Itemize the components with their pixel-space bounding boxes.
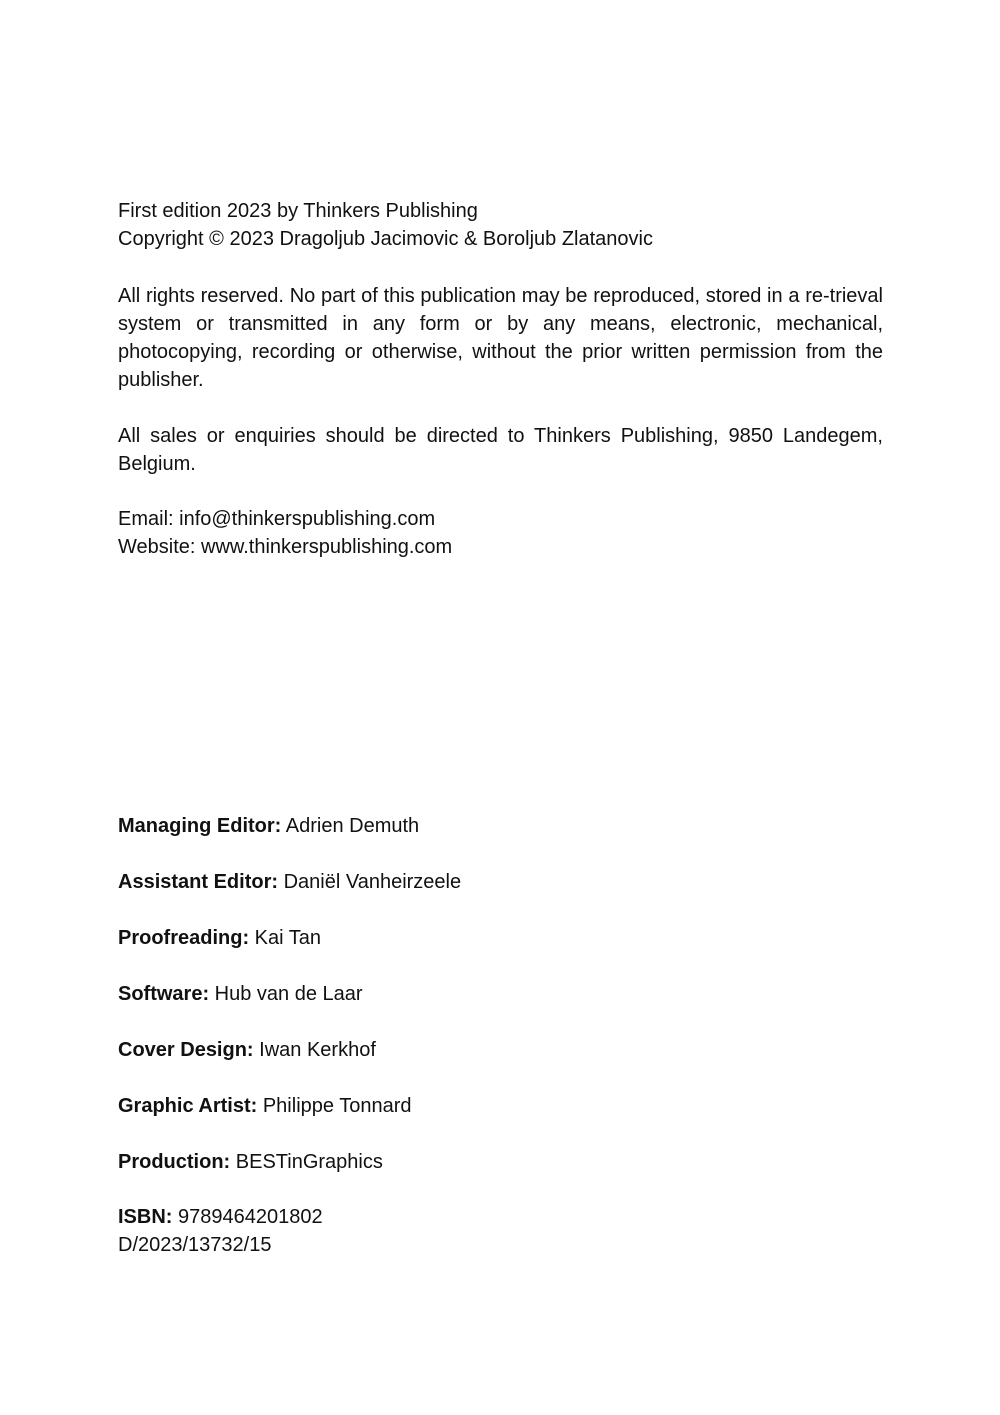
isbn-line	[118, 1203, 323, 1231]
email-line: Email: info@thinkerspublishing.com	[118, 508, 436, 530]
sales-block	[118, 422, 883, 478]
credit-value: Hub van de Laar	[209, 983, 363, 1005]
rights-block	[118, 282, 883, 394]
rights-paragraph: All rights reserved. No part of this publication may be reproduced, stored in a re-trieval system or transmitted in any form or by any means, electronic, mechanical, photocopying, recording or otherwise, without the prior written permission from the publisher.	[118, 285, 883, 391]
legal-deposit-line: D/2023/13732/15	[118, 1234, 272, 1256]
credit-proofreading	[118, 924, 883, 952]
sales-paragraph: All sales or enquiries should be directed to Thinkers Publishing, 9850 Landegem, Belgium.	[118, 425, 883, 475]
credit-value: Adrien Demuth	[281, 815, 420, 837]
copyright-line: Copyright © 2023 Dragoljub Jacimovic & Boroljub Zlatanovic	[118, 228, 653, 250]
credit-production	[118, 1148, 883, 1176]
credit-label: Assistant Editor:	[118, 871, 279, 893]
credit-label: Software:	[118, 983, 210, 1005]
contact-block	[118, 505, 883, 561]
edition-line: First edition 2023 by Thinkers Publishing	[118, 200, 478, 222]
credit-managing-editor	[118, 812, 883, 840]
credit-label: Cover Design:	[118, 1039, 254, 1061]
credit-graphic-artist	[118, 1092, 883, 1120]
isbn-value: 9789464201802	[172, 1206, 323, 1228]
credit-label: Managing Editor:	[118, 815, 282, 837]
credit-label: Proofreading:	[118, 927, 250, 949]
website-line: Website: www.thinkerspublishing.com	[118, 536, 453, 558]
isbn-label: ISBN:	[118, 1206, 173, 1228]
credit-value: BESTinGraphics	[230, 1151, 383, 1173]
credits-list	[118, 812, 883, 1204]
credit-value: Iwan Kerkhof	[253, 1039, 376, 1061]
isbn-block	[118, 1203, 323, 1259]
credit-assistant-editor	[118, 868, 883, 896]
credit-cover-design	[118, 1036, 883, 1064]
edition-block	[118, 197, 883, 253]
credit-software	[118, 980, 883, 1008]
credit-label: Production:	[118, 1151, 231, 1173]
credit-value: Kai Tan	[249, 927, 322, 949]
credit-value: Philippe Tonnard	[257, 1095, 412, 1117]
credit-value: Daniël Vanheirzeele	[278, 871, 462, 893]
credit-label: Graphic Artist:	[118, 1095, 258, 1117]
